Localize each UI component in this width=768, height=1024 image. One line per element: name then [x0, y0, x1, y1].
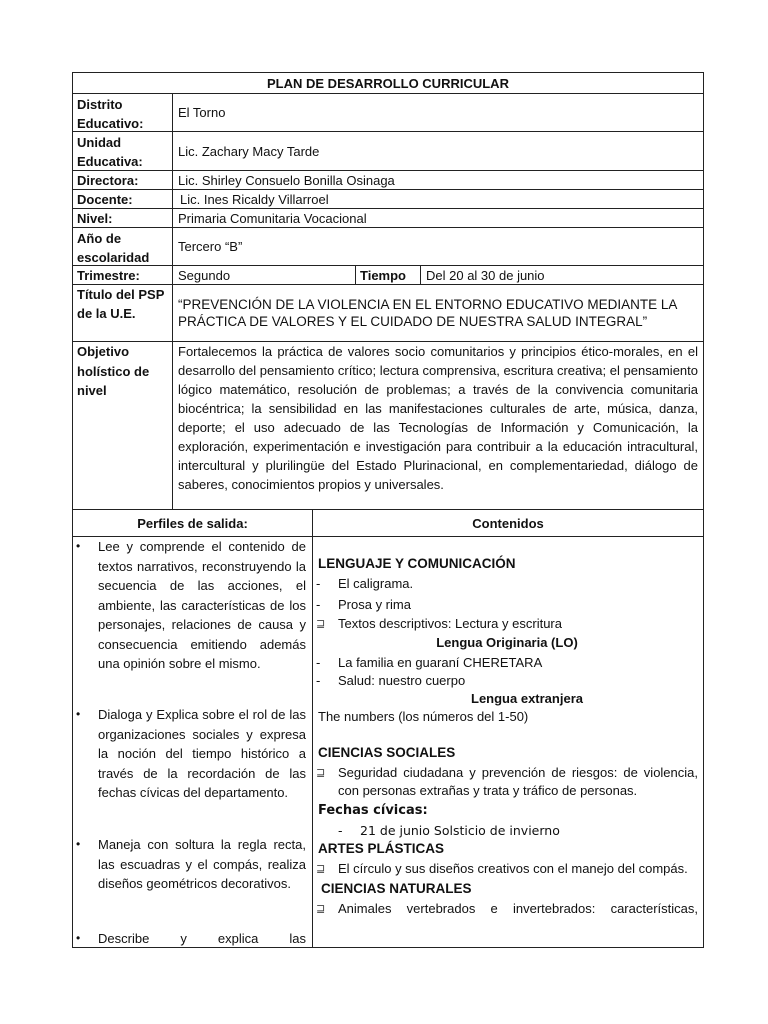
naturales-title: CIENCIAS NATURALES	[321, 881, 472, 896]
tiempo-label: Tiempo	[355, 265, 421, 285]
bullet-icon: •	[76, 837, 81, 851]
dash-icon: -	[316, 655, 321, 670]
originaria-item-text: La familia en guaraní CHERETARA	[338, 655, 543, 670]
contenidos-list	[316, 555, 698, 918]
lenguaje-item	[316, 596, 698, 614]
unidad-label: Unidad Educativa:	[72, 131, 173, 171]
artes-title: ARTES PLÁSTICAS	[318, 841, 445, 856]
originaria-item	[316, 672, 698, 690]
bullet-icon: •	[76, 707, 81, 721]
naturales-item	[316, 900, 698, 918]
originaria-item	[316, 654, 698, 672]
dash-icon: -	[316, 673, 321, 688]
arrow-bullet-icon: ⊒	[316, 863, 326, 875]
lenguaje-item-text: El caligrama.	[338, 576, 414, 591]
extranjera-text: The numbers (los números del 1-50)	[318, 709, 529, 724]
titulo-label: Título del PSP de la U.E.	[72, 284, 173, 342]
trimestre-value: Segundo	[172, 265, 356, 285]
originaria-item-text: Salud: nuestro cuerpo	[338, 673, 466, 688]
dash-icon: -	[316, 576, 321, 591]
perfil-text: Describe y explica las	[98, 931, 306, 946]
sociales-item-text: Seguridad ciudadana y prevención de riesgos: de violencia, con personas extrañas y trata y tráfico de personas.	[338, 765, 698, 798]
lenguaje-title: LENGUAJE Y COMUNICACIÓN	[318, 556, 516, 571]
perfil-item	[76, 537, 306, 674]
anio-label: Año de escolaridad	[72, 227, 173, 266]
artes-item	[316, 860, 698, 878]
artes-item-text: El círculo y sus diseños creativos con el manejo del compás.	[338, 861, 688, 876]
lenguaje-item-text: Prosa y rima	[338, 597, 411, 612]
dash-icon: -	[316, 597, 321, 612]
perfiles-header: Perfiles de salida:	[72, 509, 313, 537]
originaria-title: Lengua Originaria (LO)	[436, 635, 578, 650]
lenguaje-item	[316, 575, 698, 593]
tiempo-value: Del 20 al 30 de junio	[420, 265, 704, 285]
distrito-label: Distrito Educativo:	[72, 93, 173, 132]
nivel-value: Primaria Comunitaria Vocacional	[172, 208, 704, 228]
objetivo-label: Objetivo holístico de nivel	[72, 341, 173, 510]
lenguaje-item	[316, 615, 698, 633]
nivel-label: Nivel:	[72, 208, 173, 228]
bullet-icon: •	[76, 539, 81, 553]
arrow-bullet-icon: ⊒	[316, 767, 326, 779]
contenidos-header: Contenidos	[312, 509, 704, 537]
plan-title-text: PLAN DE DESARROLLO CURRICULAR	[267, 75, 509, 91]
perfil-item	[76, 835, 306, 894]
plan-title	[72, 72, 704, 94]
perfil-item	[76, 929, 306, 949]
sociales-item	[316, 764, 698, 800]
titulo-value: “PREVENCIÓN DE LA VIOLENCIA EN EL ENTORNO EDUCATIVO MEDIANTE LA PRÁCTICA DE VALORES Y EL CUIDADO DE NUESTRA SALUD INTEGRAL”	[172, 284, 704, 342]
extranjera-title: Lengua extranjera	[471, 691, 583, 706]
fechas-title: Fechas cívicas:	[318, 803, 428, 818]
unidad-value: Lic. Zachary Macy Tarde	[172, 131, 704, 171]
lenguaje-item-text: Textos descriptivos: Lectura y escritura	[338, 616, 562, 631]
objetivo-value: Fortalecemos la práctica de valores socio comunitarios y principios ético-morales, en el desarrollo del pensamiento crítico; lectura comprensiva, escritura creativa; el pensamiento lógico matemático, resolución de problemas; a través de la convivencia comunitaria biocéntrica; la sensibilidad en las manifestaciones culturales de arte, música, danza, deporte; el uso adecuado de las Tecnologías de Información y Comunicación, la exploración, experimentación e investigación para contribuir a la educación intracultural, intercultural y plurilingüe del Estado Plurinacional, en complementariedad, diálogo de saberes, conocimientos propios y universales.	[172, 341, 704, 510]
trimestre-label: Trimestre:	[72, 265, 173, 285]
docente-label: Docente:	[72, 189, 173, 209]
perfil-text: Maneja con soltura la regla recta, las escuadras y el compás, realiza diseños geométricos decorativos.	[98, 837, 306, 891]
perfil-text: Lee y comprende el contenido de textos narrativos, reconstruyendo la secuencia de las acciones, el ambiente, las características de los personajes, relaciones de causa y consecuencia emitiendo además una opinión sobre el mismo.	[98, 539, 306, 671]
directora-value: Lic. Shirley Consuelo Bonilla Osinaga	[172, 170, 704, 190]
anio-value: Tercero “B”	[172, 227, 704, 266]
fechas-item	[316, 822, 698, 840]
perfil-text: Dialoga y Explica sobre el rol de las organizaciones sociales y expresa la noción del tiempo histórico a través de la recordación de las fechas cívicas del departamento.	[98, 707, 306, 800]
sociales-title: CIENCIAS SOCIALES	[318, 745, 456, 760]
arrow-bullet-icon: ⊒	[316, 903, 326, 915]
fechas-item-text: 21 de junio Solsticio de invierno	[360, 823, 560, 838]
directora-label: Directora:	[72, 170, 173, 190]
distrito-value: El Torno	[172, 93, 704, 132]
dash-icon: -	[338, 823, 343, 838]
curriculum-plan-table	[72, 72, 704, 948]
naturales-item-text: Animales vertebrados e invertebrados: características,	[338, 901, 698, 916]
perfil-item	[76, 705, 306, 803]
bullet-icon: •	[76, 931, 81, 945]
arrow-bullet-icon: ⊒	[316, 618, 326, 630]
docente-value: Lic. Ines Ricaldy Villarroel	[172, 189, 704, 209]
